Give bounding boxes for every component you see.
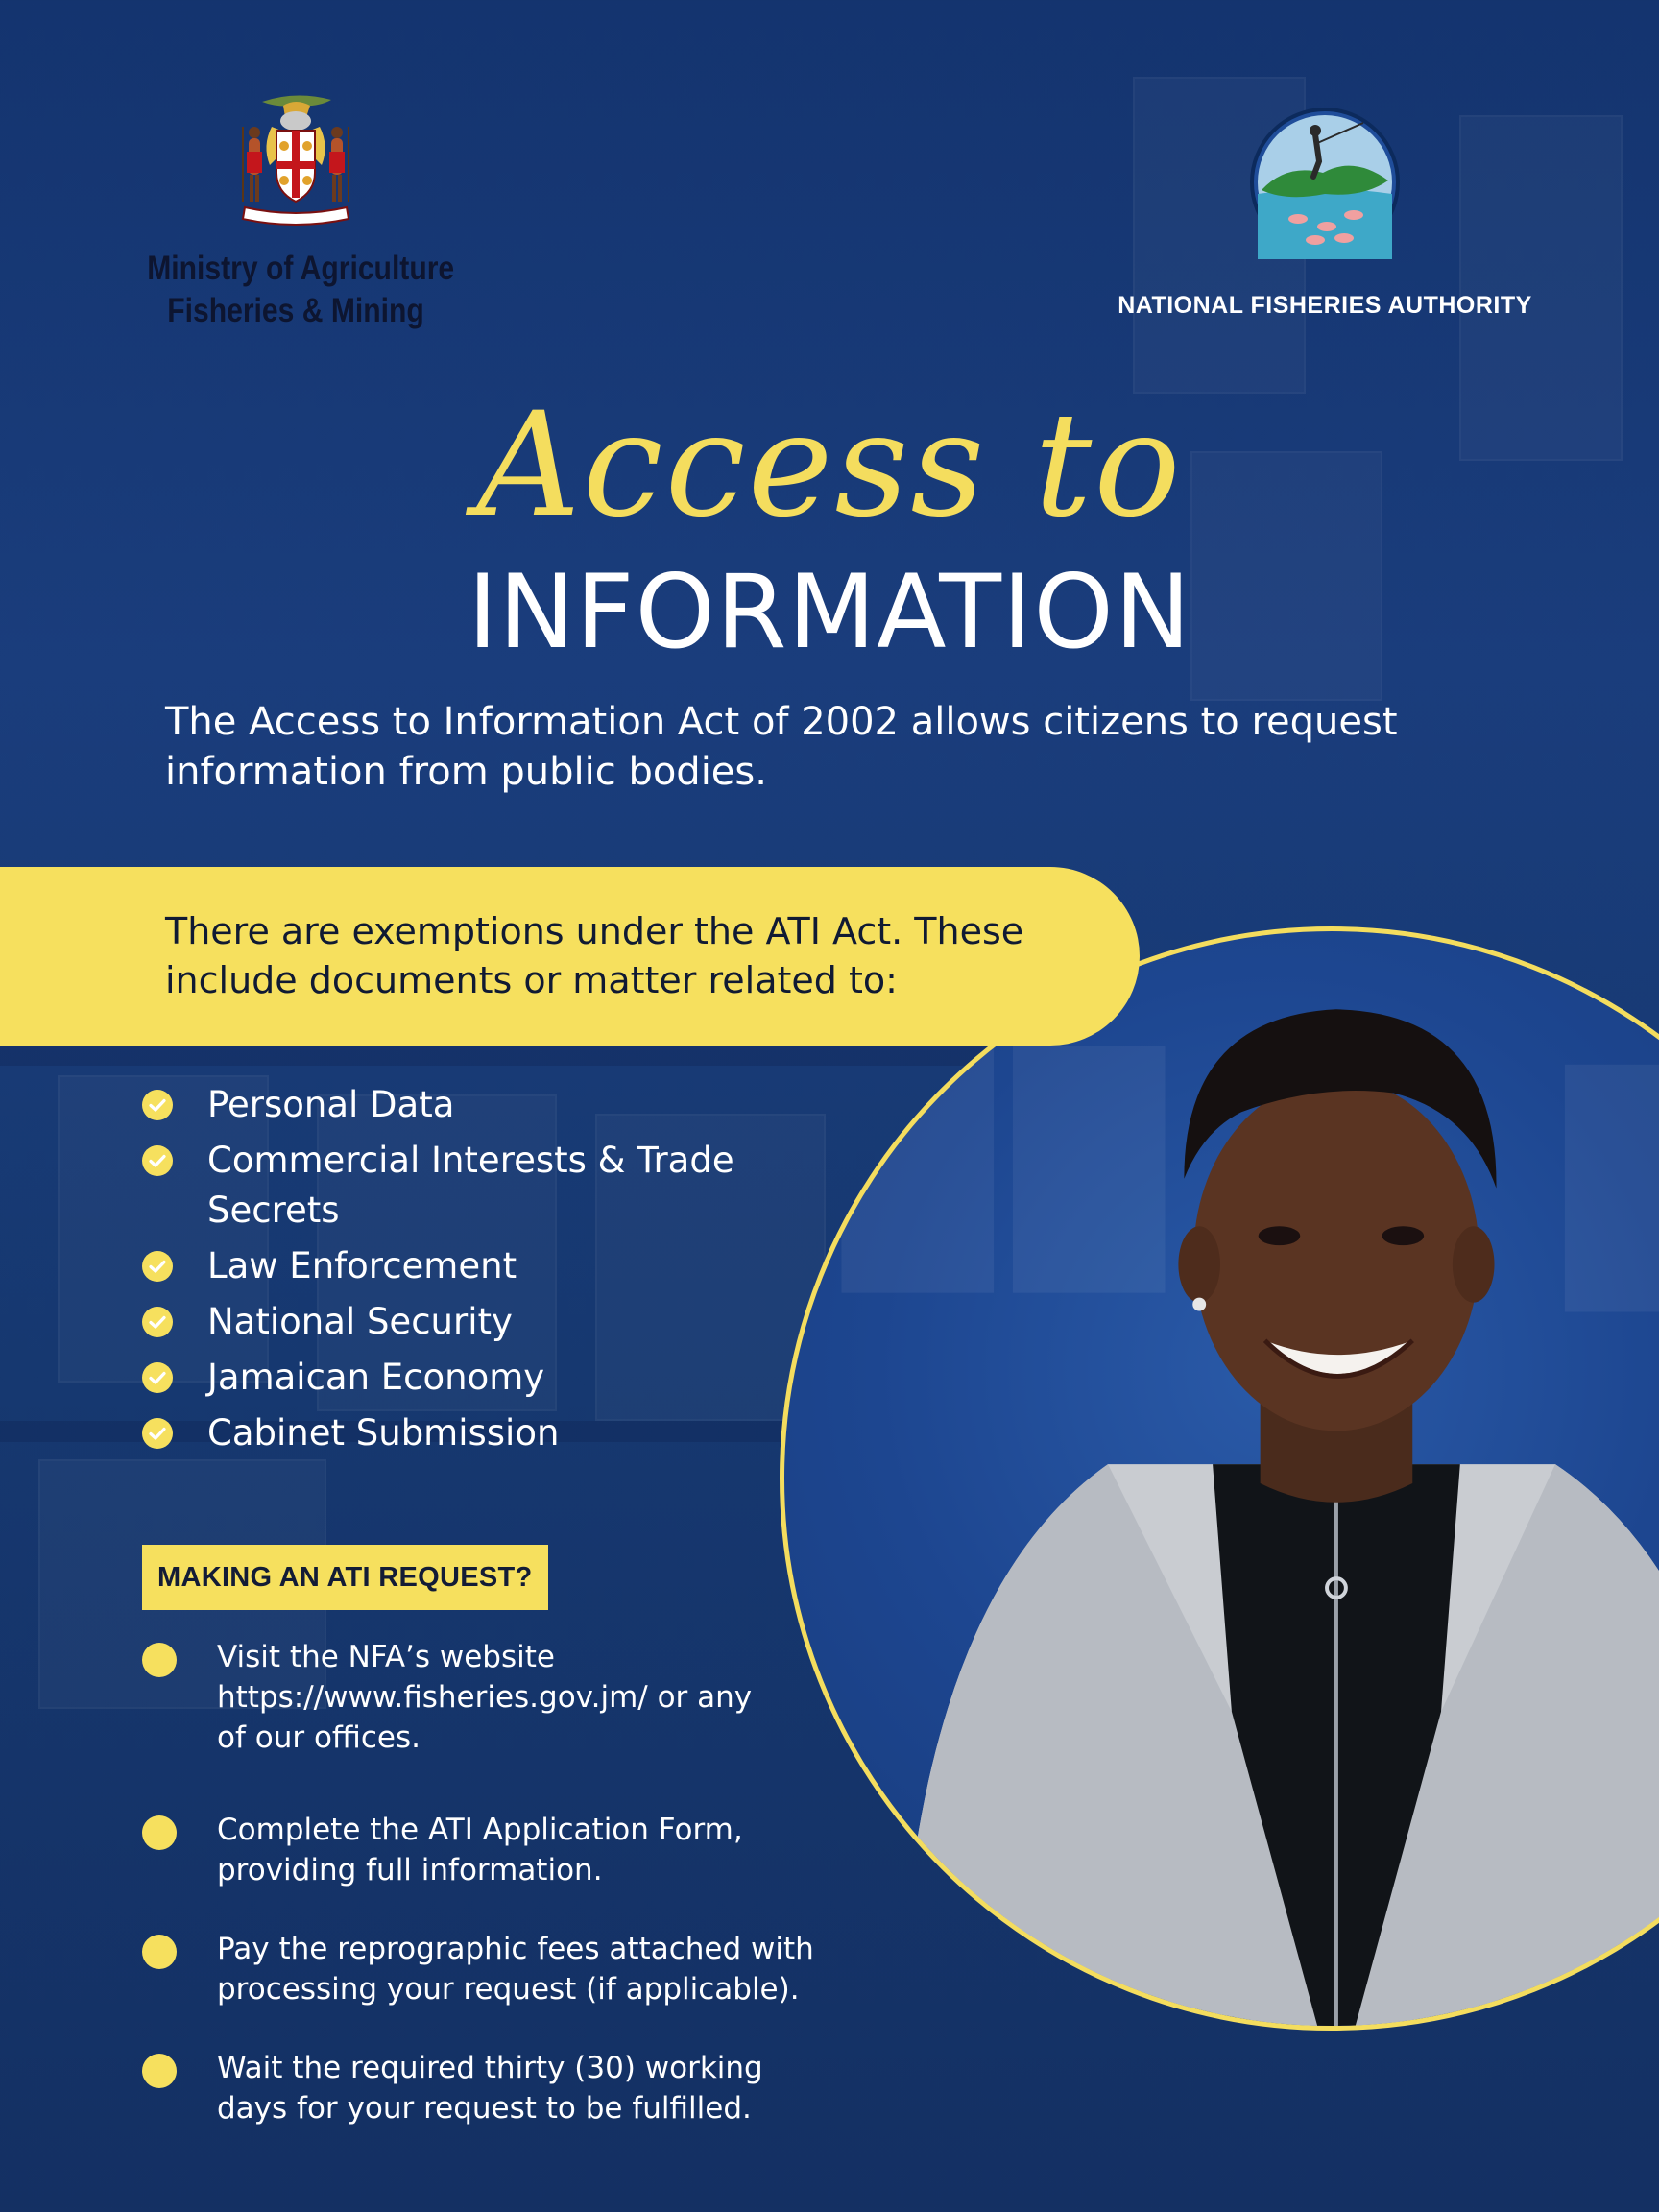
bullet-dot-icon xyxy=(142,2054,177,2088)
portrait-circle xyxy=(780,926,1659,2031)
checkmark-icon xyxy=(142,1362,173,1393)
bullet-dot-icon xyxy=(142,1935,177,1969)
checkmark-icon xyxy=(142,1307,173,1337)
checkmark-icon xyxy=(142,1090,173,1120)
list-item xyxy=(142,1408,833,1458)
step-line: days for your request to be fulfilled. xyxy=(217,2091,752,2126)
list-item xyxy=(142,1929,872,2009)
ministry-block xyxy=(123,88,469,332)
checkmark-icon xyxy=(142,1251,173,1282)
ministry-name-line1: Ministry of Agriculture xyxy=(147,250,455,287)
portrait-illustration xyxy=(784,931,1659,2026)
list-item xyxy=(142,1637,872,1758)
coat-of-arms-icon xyxy=(224,88,368,232)
exemptions-list xyxy=(142,1080,833,1464)
nfa-fisherman-logo-icon xyxy=(1248,106,1402,259)
banner-line1: There are exemptions under the ATI Act. These xyxy=(165,910,1024,952)
request-label: MAKING AN ATI REQUEST? xyxy=(142,1545,548,1610)
exemption-label: Personal Data xyxy=(207,1084,455,1125)
checkmark-icon xyxy=(142,1418,173,1449)
step-line: of our offices. xyxy=(217,1720,421,1755)
exemption-label: National Security xyxy=(207,1301,513,1342)
list-item xyxy=(142,1241,833,1291)
nfa-name: NATIONAL FISHERIES AUTHORITY xyxy=(1118,292,1532,319)
checkmark-icon xyxy=(142,1145,173,1176)
step-line: Wait the required thirty (30) working xyxy=(217,2051,763,2085)
bullet-dot-icon xyxy=(142,1643,177,1677)
list-item xyxy=(142,1080,833,1130)
exemption-label: Law Enforcement xyxy=(207,1245,517,1286)
intro-text: The Access to Information Act of 2002 allows citizens to request information from public bodies. xyxy=(165,700,1398,794)
exemption-label: Jamaican Economy xyxy=(207,1357,545,1398)
list-item xyxy=(142,2048,872,2128)
exemptions-banner xyxy=(0,867,1140,1046)
list-item xyxy=(142,1810,872,1890)
step-line: https://www.fisheries.gov.jm/ or any xyxy=(217,1680,753,1715)
nfa-block xyxy=(1075,106,1575,320)
list-item xyxy=(142,1136,757,1236)
list-item xyxy=(142,1353,833,1403)
step-line: Complete the ATI Application Form, xyxy=(217,1813,743,1847)
list-item xyxy=(142,1297,833,1347)
banner-line2: include documents or matter related to: xyxy=(165,959,898,1001)
step-line: Visit the NFA’s website xyxy=(217,1640,555,1674)
title-script: Access to xyxy=(476,382,1183,549)
exemption-label: Cabinet Submission xyxy=(207,1412,560,1454)
request-steps xyxy=(142,1637,872,2128)
step-line: providing full information. xyxy=(217,1853,603,1887)
step-line: processing your request (if applicable). xyxy=(217,1972,800,2007)
title-main: INFORMATION xyxy=(467,553,1192,671)
ministry-name-line2: Fisheries & Mining xyxy=(167,292,424,329)
step-line: Pay the reprographic fees attached with xyxy=(217,1932,814,1966)
bullet-dot-icon xyxy=(142,1815,177,1850)
exemption-label: Commercial Interests & Trade Secrets xyxy=(207,1140,734,1231)
